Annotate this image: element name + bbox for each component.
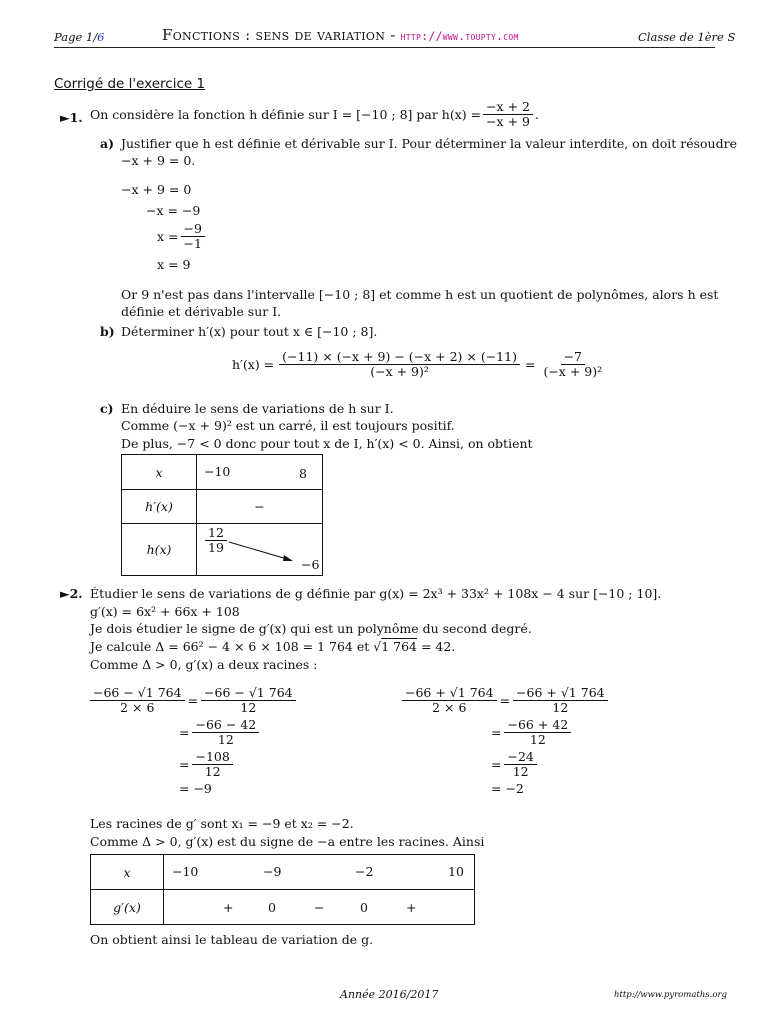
eq3-fraction	[181, 222, 205, 252]
ex2-line2: Je dois étudier le signe de g′(x) qui est un polynôme du second degré.	[90, 621, 532, 636]
vt-h-sign: −	[197, 490, 323, 524]
header-url-link[interactable]: http://www.toupty.com	[400, 29, 519, 43]
page-title	[162, 26, 519, 44]
variation-table-h	[121, 454, 323, 576]
sign-table-g	[90, 854, 475, 925]
eq3-den: −1	[183, 236, 202, 252]
vt-h-start-value: $\frac{12}{19}$	[205, 526, 227, 556]
part-a-conclusion-1: Or 9 n'est pas dans l'intervalle [−10 ; 8] et comme h est un quotient de polynômes, alors h est	[121, 287, 719, 302]
decreasing-arrow-icon	[227, 539, 297, 563]
class-label: Classe de 1ère S	[638, 30, 736, 44]
vt-h-x-label: x	[122, 455, 197, 490]
part-a-label: a)	[100, 136, 115, 151]
st-g-x-label: x	[91, 855, 164, 890]
ex2-label: ►2.	[60, 586, 83, 601]
equation-line-2: −x = −9	[146, 203, 201, 218]
deriv-den: (−x + 9)²	[370, 364, 429, 380]
page-number	[54, 30, 104, 44]
ex1-frac-den: −x + 9	[486, 114, 530, 130]
deriv-fraction	[279, 350, 520, 380]
eq3-lhs: x =	[157, 229, 179, 245]
st-g-signs: + 0 − 0 +	[164, 890, 475, 925]
ex2-sign-line: Comme Δ > 0, g′(x) est du signe de −a entre les racines. Ainsi	[90, 834, 485, 849]
vt-h-x-end: 8	[299, 466, 307, 481]
part-c-text2: Comme (−x + 9)² est un carré, il est toujours positif.	[121, 418, 455, 433]
vt-h-end-value: −6	[301, 557, 320, 572]
equation-line-1: −x + 9 = 0	[121, 182, 192, 197]
ex1-label: ►1.	[60, 110, 83, 125]
deriv-num-2: −7	[561, 350, 585, 365]
part-b-label: b)	[100, 324, 115, 339]
part-b-text: Déterminer h′(x) pour tout x ∈ [−10 ; 8].	[121, 324, 378, 339]
ex1-intro-text: On considère la fonction h définie sur I = [−10 ; 8] par h(x) =	[90, 107, 482, 123]
deriv-lhs: h′(x) =	[232, 357, 275, 373]
footer-site-link[interactable]: http://www.pyromaths.org	[614, 990, 727, 1000]
st-g-x-values: −10 −9 −2 10	[164, 855, 475, 890]
part-c-text1: En déduire le sens de variations de h sur I.	[121, 401, 394, 416]
page-title-text: Fonctions : sens de variation -	[162, 26, 401, 44]
deriv-num: (−11) × (−x + 9) − (−x + 2) × (−11)	[279, 350, 520, 365]
vt-h-x-start: −10	[204, 464, 231, 479]
page-total-link[interactable]: 6	[97, 30, 105, 44]
vt-h-variation	[197, 524, 323, 576]
st-g-deriv-label: g′(x)	[91, 890, 164, 925]
deriv-equals: =	[524, 357, 536, 373]
vt-h-deriv-label: h′(x)	[122, 490, 197, 524]
derivative-formula	[232, 350, 607, 380]
part-a-text2: −x + 9 = 0.	[121, 153, 196, 168]
part-a-text1: Justifier que h est définie et dérivable sur I. Pour déterminer la valeur interdite, on doit résoudre	[121, 136, 737, 151]
ex2-roots: Les racines de g′ sont x₁ = −9 et x₂ = −2.	[90, 816, 354, 831]
part-c-label: c)	[100, 401, 114, 416]
root-calc-right: $\frac{-66 + √1 764}{2 \times 6}$ = $\frac{-66 + √1 764}{12}$ = $\frac{-66 + 42}{12}$ = $\frac{-24}{12}$ = −2	[402, 686, 608, 796]
ex2-line4: Comme Δ > 0, g′(x) a deux racines :	[90, 657, 318, 672]
footer-year: Année 2016/2017	[340, 988, 439, 1001]
vt-h-x-values	[197, 455, 323, 490]
part-a-conclusion-2: définie et dérivable sur I.	[121, 304, 282, 319]
vt-h-func-label: h(x)	[122, 524, 197, 576]
equation-line-4: x = 9	[157, 257, 191, 272]
deriv-den-2: (−x + 9)²	[543, 364, 603, 380]
header-rule	[54, 47, 715, 48]
equation-line-3	[157, 222, 207, 252]
ex2-derivative: g′(x) = 6x² + 66x + 108	[90, 604, 240, 619]
ex1-intro: On considère la fonction h définie sur I = [−10 ; 8] par h(x) = $\frac{-x + 2}{-x + 9}$ .	[90, 99, 539, 130]
ex2-conclusion: On obtient ainsi le tableau de variation de g.	[90, 932, 374, 947]
page-label: Page 1/	[54, 30, 98, 44]
section-title: Corrigé de l'exercice 1	[54, 76, 206, 92]
eq3-num: −9	[181, 222, 205, 237]
part-c-text3: De plus, −7 < 0 donc pour tout x de I, h′(x) < 0. Ainsi, on obtient	[121, 436, 533, 451]
deriv-fraction-2	[540, 350, 605, 380]
ex1-frac-num: −x + 2	[483, 100, 533, 115]
ex1-fraction	[483, 100, 533, 130]
ex2-line3: Je calcule Δ = 66² − 4 × 6 × 108 = 1 764 et √1 764 = 42.	[90, 639, 456, 654]
ex2-intro: Étudier le sens de variations de g définie par g(x) = 2x³ + 33x² + 108x − 4 sur [−10 ; 10].	[90, 586, 662, 601]
root-calc-left: $\frac{-66 - √1 764}{2 \times 6}$ = $\frac{-66 - √1 764}{12}$ = $\frac{-66 - 42}{12}$ = $\frac{-108}{12}$ = −9	[90, 686, 296, 796]
